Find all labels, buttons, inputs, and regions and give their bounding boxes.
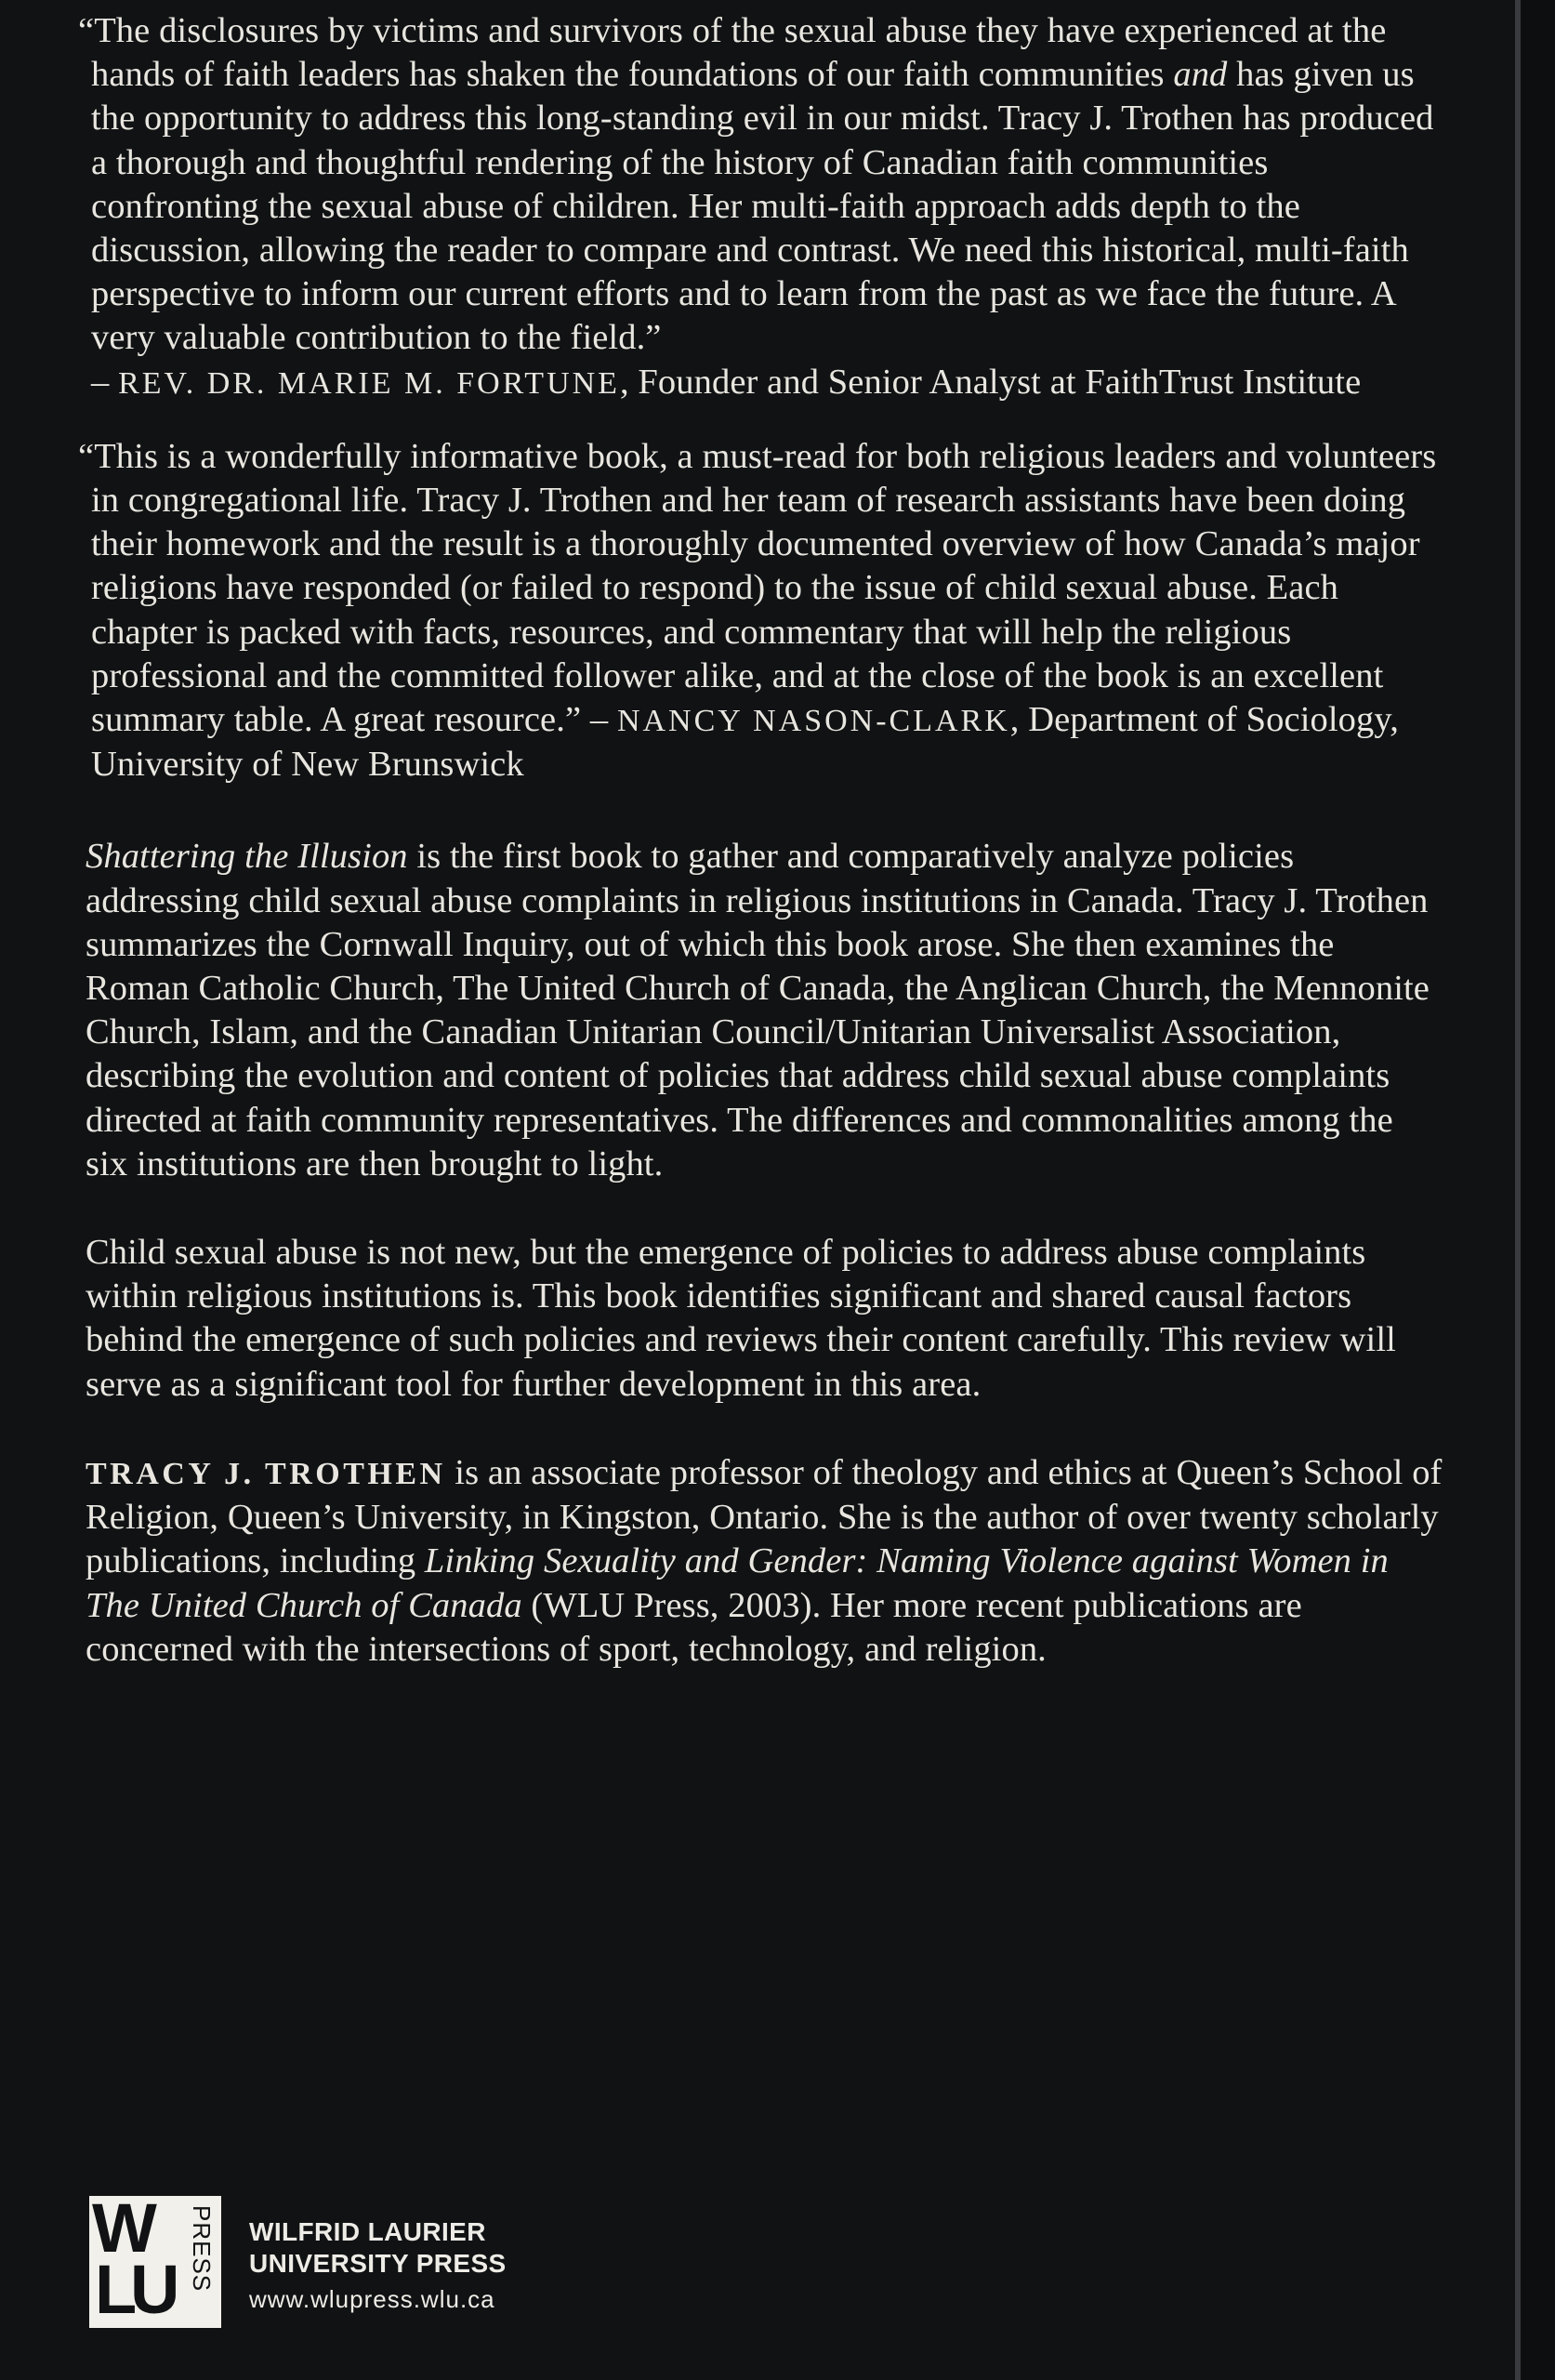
author-name: TRACY J. TROTHEN [86, 1456, 446, 1491]
book-description [86, 835, 1443, 1186]
author-bio [86, 1451, 1443, 1672]
author-bio-text-1: is an associate professor of theology and ethics at Queen’s School of Religion, Queen’s University, in Kingston, Ontario. She is the author of over twenty scholarly publications, including [86, 1452, 1443, 1581]
description-text: is the first book to gather and comparatively analyze policies addressing child sexual abuse complaints in religious institutions in Canada. Tracy J. Trothen summarizes the Cornwall Inquiry, out of which this book arose. She then examines the Roman Catholic Church, The United Church of Canada, the Anglican Church, the Mennonite Church, Islam, and the Canadian Unitarian Council/Unitarian Universalist Association, describing the evolution and content of policies that address child sexual abuse complaints directed at faith community representatives. The differences and commonalities among the six institutions are then brought to light. [86, 837, 1430, 1183]
publisher-name-line2: UNIVERSITY PRESS [249, 2249, 507, 2278]
endorsement-quote-part2: has given us the opportunity to address this long-standing evil in our midst. Tracy J. Trothen has produced a thorough and thoughtful rendering of the history of Canadian faith communities confronting the sexual abuse of children. Her multi-faith approach adds depth to the discussion, allowing the reader to compare and contrast. We need this historical, multi-faith perspective to inform our current efforts and to learn from the past as we face the future. A very valuable contribution to the field.” [91, 55, 1434, 358]
book-description-second: Child sexual abuse is not new, but the emergence of policies to address abuse complaints within religious institutions is. This book identifies significant and shared causal factors behind the emergence of such policies and reviews their content carefully. This review will serve as a significant tool for further development in this area. [86, 1233, 1396, 1404]
endorsement-quote-emphasis: and [1173, 55, 1228, 95]
author-book-title: Linking Sexuality and Gender: Naming Violence against Women in The United Church of Canada [86, 1541, 1389, 1625]
logo-letter-u: U [130, 2251, 180, 2328]
attribution-name: REV. DR. MARIE M. FORTUNE [118, 365, 620, 401]
back-cover-text [78, 9, 1443, 1672]
author-bio-text-2: (WLU Press, 2003). Her more recent publications are concerned with the intersections of sport, technology, and religion. [86, 1585, 1302, 1669]
book-title: Shattering the Illusion [86, 837, 408, 877]
wlu-press-logo [89, 2189, 221, 2328]
publisher-info [249, 2216, 507, 2315]
publisher-url[interactable]: www.wlupress.wlu.ca [249, 2285, 495, 2313]
endorsement-quote: “This is a wonderfully informative book, a must-read for both religious leaders and volunteers in congregational life. Tracy J. Trothen and her team of research assistants have been doing their homework and the result is a thoroughly documented overview of how Canada’s major religions have responded (or failed to respond) to the issue of child sexual abuse. Each chapter is packed with facts, resources, and commentary that will help the religious professional and the committed follower alike, and at the close of the book is an excellent summary table. A great resource.” [78, 436, 1437, 740]
attribution-dash: – [91, 362, 119, 402]
endorsement-quote-part1: “The disclosures by victims and survivors of the sexual abuse they have experienced at the hands of faith leaders has shaken the foundations of our faith communities [78, 11, 1387, 95]
attribution-dash: – [581, 700, 617, 740]
endorsement-fortune [78, 9, 1443, 405]
logo-letter-w: W [92, 2189, 152, 2267]
logo-letter-l: L [95, 2251, 138, 2328]
attribution-name: NANCY NASON-CLARK [616, 704, 1010, 739]
attribution-affiliation: , Department of Sociology, University of New Brunswick [91, 700, 1399, 785]
endorsement-nason-clark [78, 435, 1443, 787]
attribution-affiliation: , Founder and Senior Analyst at FaithTrust Institute [619, 362, 1362, 402]
logo-press-text: PRESS [188, 2205, 216, 2293]
publisher-name-line1: WILFRID LAURIER [249, 2217, 486, 2246]
book-spine-shadow [1521, 0, 1555, 2380]
